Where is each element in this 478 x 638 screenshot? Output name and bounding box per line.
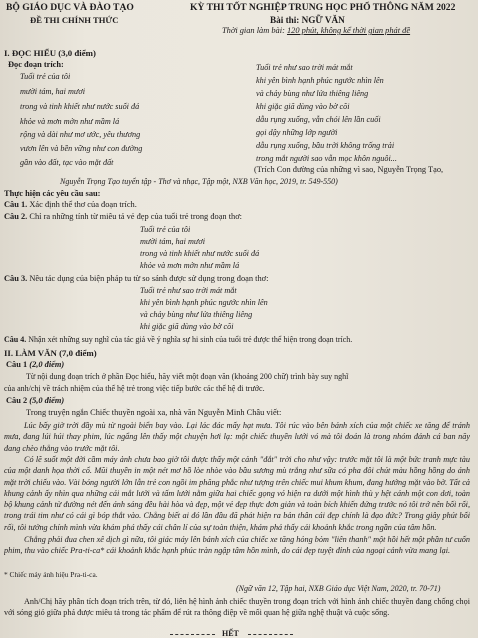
end-divider-left	[170, 634, 215, 635]
end-divider-right	[248, 634, 293, 635]
poem-line: khi giặc giã dùng vào bờ cõi	[256, 102, 350, 111]
poem-line: gọi dậy những lớp người	[256, 128, 338, 137]
poem-line: khỏe và mơn mởn như mầm lá	[140, 261, 240, 270]
poem-line: và chảy bùng như lửa thiêng liêng	[140, 310, 253, 319]
excerpt-paragraph-1: Lúc bấy giờ trời đầy mù từ ngoài biển bay vào. Lại lác đác mấy hạt mưa. Tôi rúc vào bên bánh xích của một chiếc xe tăng để tránh mưa, đang lúi húi thay phim, lúc ngẩng lên thấy một chuyện hơi lạ: một chiếc thuyền lưới vó mà tôi đoán là trong nhóm đánh cá ban nãy đang chèo thẳng vào trước mặt tôi.	[4, 421, 470, 453]
poem-line: khi giặc giã dùng vào bờ cõi	[140, 322, 234, 331]
ministry-name: BỘ GIÁO DỤC VÀ ĐÀO TẠO	[6, 2, 134, 13]
essay-task: Anh/Chị hãy phân tích đoạn trích trên, từ đó, liên hệ hình ảnh chiếc thuyền trong đoạn trích với hình ảnh chiếc thuyền đang chống chọi với sóng gió giữa phá được miêu tả trong tác phẩm để rút ra thông điệp về mối quan hệ giữa nghệ thuật và cuộc sống.	[4, 597, 470, 618]
question-1: Câu 1. Xác định thể thơ của đoạn trích.	[4, 200, 137, 209]
essay-question-1-label: Câu 1 (2,0 điểm)	[6, 360, 65, 369]
poem-line: Tuổi trẻ của tôi	[20, 72, 71, 81]
footnote: * Chiếc máy ảnh hiệu Pra-ti-ca.	[4, 570, 98, 579]
read-label: Đọc đoạn trích:	[8, 60, 64, 69]
essay-question-2-intro: Trong truyện ngắn Chiếc thuyền ngoài xa, nhà văn Nguyễn Minh Châu viết:	[26, 408, 282, 417]
excerpt-paragraph-2: Có lẽ suốt một đời cầm máy ảnh chưa bao giờ tôi được thấy một cảnh "đắt" trời cho như vậy: trước mặt tôi là một bức tranh mực tàu của một danh họa thời cổ. Mũi thuyền in một nét mơ hồ lòe nhòe vào bầu sương mù trắng như sữa có pha đôi chút màu hồng hồng do ánh mặt trời chiếu vào. Vài bóng người lớn lẫn trẻ con ngồi im phăng phắc như tượng trên chiếc mui khum khum, đang hướng mặt vào bờ. Tất cả khung cảnh ấy nhìn qua những cái mắt lưới và tấm lưới nằm giữa hai chiếc gọng vó hiện ra dưới một hình thù y hệt cánh một con dơi, toàn bộ khung cảnh từ đường nét đến ánh sáng đều hài hòa và đẹp, một vẻ đẹp thực đơn giản và toàn bích khiến đứng trước nó tôi trở nên bối rối, trong trái tim như có cái gì bóp thắt vào. Chẳng biết ai đó lần đầu đã phát hiện ra bản thân cái đẹp chính là đạo đức? Trong giây phút bối rối, tôi tưởng chính mình vừa khám phá thấy cái chân lí của sự toàn thiện, khám phá thấy cái khoảnh khắc trong ngần của tâm hồn.	[4, 455, 470, 532]
part2-heading: II. LÀM VĂN (7,0 điểm)	[4, 348, 97, 358]
poem-line: rộng và dài như mơ ước, yêu thương	[20, 130, 141, 139]
official-label: ĐỀ THI CHÍNH THỨC	[30, 15, 119, 25]
poem-line: Tuổi trẻ như sao trời mát mắt	[256, 63, 353, 72]
poem-line: vươn lên và bền vững như con đường	[20, 144, 143, 153]
citation-line-1: (Trích Con đường của những vì sao, Nguyễn Trọng Tạo,	[254, 165, 444, 174]
part1-heading: I. ĐỌC HIỂU (3,0 điểm)	[4, 48, 96, 58]
essay-question-1-line-1: Từ nội dung đoạn trích ở phần Đọc hiểu, hãy viết một đoạn văn (khoảng 200 chữ) trình bày suy nghĩ	[26, 372, 349, 381]
poem-line: dẫu rụng xuống, bầu trời không trống trải	[256, 141, 395, 150]
end-marker: HẾT	[222, 629, 239, 638]
poem-line: mười tám, hai mươi	[140, 237, 205, 246]
question-2: Câu 2. Chỉ ra những tính từ miêu tả vẻ đẹp của tuổi trẻ trong đoạn thơ:	[4, 212, 242, 221]
poem-line: trong và tinh khiết như nước suối đá	[140, 249, 260, 258]
poem-line: trong mắt người sao vẫn mọc khôn nguôi...	[256, 154, 397, 163]
poem-line: khi yên bình hạnh phúc ngước nhìn lên	[140, 298, 268, 307]
instructions-label: Thực hiện các yêu cầu sau:	[4, 189, 101, 198]
poem-line: khỏe và mơn mởn như mầm lá	[20, 117, 120, 126]
time-limit: Thời gian làm bài: 120 phút, không kể thời gian phát đề	[222, 26, 411, 35]
poem-line: và chảy bùng như lửa thiêng liêng	[256, 89, 369, 98]
poem-line: dẫu rụng xuống, vẫn chói lên lần cuối	[256, 115, 381, 124]
poem-line: Tuổi trẻ như sao trời mát mắt	[140, 286, 237, 295]
essay-question-1-line-2: của anh/chị về trách nhiệm của thế hệ trẻ trong việc tiếp bước các thế hệ đi trước.	[4, 384, 265, 393]
essay-question-2-label: Câu 2 (5,0 điểm)	[6, 396, 65, 405]
subject-label: Bài thi: NGỮ VĂN	[270, 15, 345, 25]
question-4: Câu 4. Nhận xét những suy nghĩ của tác giả về ý nghĩa sự hi sinh của tuổi trẻ được thể hiện trong đoạn trích.	[4, 335, 353, 344]
poem-line: trong và tinh khiết như nước suối đá	[20, 102, 140, 111]
poem-line: khi yên bình hạnh phúc ngước nhìn lên	[256, 76, 384, 85]
citation-line-2: Nguyễn Trọng Tạo tuyển tập - Thơ và nhạc, Tập một, NXB Văn học, 2019, tr. 549-550)	[60, 177, 338, 186]
poem-line: Tuổi trẻ của tôi	[140, 225, 191, 234]
source-citation: (Ngữ văn 12, Tập hai, NXB Giáo dục Việt Nam, 2020, tr. 70-71)	[236, 584, 441, 593]
excerpt-paragraph-3: Chẳng phải đua chen xê dịch gì nữa, tôi giác máy lên bánh xích của chiếc xe tăng hỏng bỏm "liên thanh" một hồi hết một phần tư cuốn phim, thu vào chiếc Pra-ti-ca* cái khoảnh khắc hạnh phúc tràn ngập tâm hồn mình, do cái đẹp tuyệt đỉnh của ngoại cảnh vừa mang lại.	[4, 535, 470, 556]
poem-line: gần vào đất, tạc vào mặt đất	[20, 158, 114, 167]
question-3: Câu 3. Nêu tác dụng của biện pháp tu từ so sánh được sử dụng trong đoạn thơ:	[4, 274, 269, 283]
poem-line: mười tám, hai mươi	[20, 87, 85, 96]
exam-title: KỲ THI TỐT NGHIỆP TRUNG HỌC PHỔ THÔNG NĂM 2022	[190, 2, 456, 13]
